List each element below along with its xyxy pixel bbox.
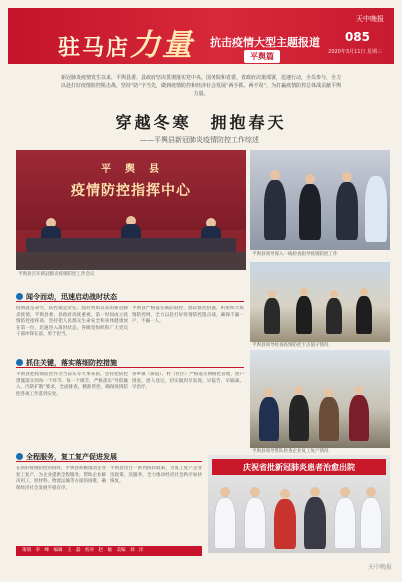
photo-figure bbox=[349, 395, 369, 441]
photo-figure-patient bbox=[274, 499, 296, 549]
photo-figure bbox=[250, 487, 260, 497]
photo-figure-protective-suit bbox=[365, 176, 387, 242]
photo-figure bbox=[294, 386, 303, 395]
photo-figure bbox=[289, 395, 309, 441]
photo-figure bbox=[220, 487, 230, 497]
photo-figure bbox=[310, 487, 320, 497]
photo-figure bbox=[264, 298, 280, 334]
article-paragraph: 在抓好疫情防控的同时，平舆县积极推动企业复工复产，为企业提供全程服务，帮助企业解决用工、原材料、物流运输等方面的困难，确保经济社会发展平稳有序。 bbox=[16, 466, 106, 491]
section-heading bbox=[16, 452, 202, 462]
photo-figure bbox=[259, 397, 279, 441]
article-paragraph: 平舆县严格落实联防联控、群防群控措施，织密织牢疫情防控网，全力以赴打好疫情防控阻击战，确保不漏一户、不漏一人。 bbox=[132, 306, 244, 324]
masthead-logo: 天中晚报 bbox=[356, 15, 384, 23]
photo-checkpoint bbox=[250, 262, 390, 342]
masthead bbox=[8, 8, 394, 64]
photo-figure bbox=[360, 288, 368, 296]
section-bullet-icon bbox=[16, 293, 23, 300]
dateline: 2020年3月11日 星期三 bbox=[328, 49, 382, 55]
photo-figure-doctor bbox=[214, 497, 236, 549]
section-bullet-icon bbox=[16, 359, 23, 366]
photo-figure bbox=[305, 174, 315, 184]
article-paragraph: 各乡镇（街道）、村（社区）严格落实网格化管理，逐户排查、逐人登记，切实做到早发现、早报告、早隔离、早治疗。 bbox=[132, 372, 244, 390]
section-heading bbox=[16, 358, 244, 368]
photo-figure bbox=[340, 487, 350, 497]
photo-floor bbox=[16, 252, 246, 270]
photo-figure bbox=[342, 172, 352, 182]
article-paragraph: 平舆县出台一系列扶持政策，为复工复产企业送政策、送服务，全力推动经济社会秩序加快恢复。 bbox=[110, 466, 202, 484]
masthead-badge: 平舆篇 bbox=[244, 50, 280, 63]
headline: 穿越冬寒 拥抱春天 bbox=[115, 113, 287, 132]
masthead-title-b: 力量 bbox=[130, 28, 195, 63]
section-title: 闻令而动，迅速启动战时状态 bbox=[26, 293, 117, 301]
photo-figure bbox=[299, 184, 321, 240]
intro-text: 新冠肺炎疫情发生以来，平舆县委、县政府坚决贯彻落实党中央、国务院和省委、省政府决策部署，迅速行动，全员参与，全力以赴打好疫情防控阻击战，坚持“防”字当先，做到疫情防控和经济社会发展“两手抓、两不误”，为打赢疫情防控总体战贡献平舆力量。 bbox=[60, 75, 342, 97]
photo-figure bbox=[356, 296, 372, 334]
photo-figure bbox=[300, 288, 308, 296]
section-heading bbox=[16, 292, 244, 302]
photo-figure-doctor bbox=[334, 497, 356, 549]
photo-figure bbox=[336, 182, 358, 240]
photo-discharge-ceremony bbox=[208, 455, 390, 553]
photo-figure bbox=[326, 298, 342, 334]
photo-factory-visit bbox=[250, 350, 390, 448]
photo-figure bbox=[304, 497, 326, 549]
section-bullet-icon bbox=[16, 453, 23, 460]
masthead-title bbox=[58, 20, 194, 64]
article-paragraph: 疫情就是命令，防控就是责任。面对突如其来的新冠肺炎疫情，平舆县委、县政府高度重视，第一时间成立疫情防控指挥部，坚持把人民群众生命安全和身体健康放在第一位，迅速进入战时状态，各级党组织和广大党员干部冲锋在前、勇于担当。 bbox=[16, 306, 128, 337]
photo-figure-doctor bbox=[244, 497, 266, 549]
photo-inspection bbox=[250, 150, 390, 250]
photo-sign-center: 疫情防控指挥中心 bbox=[71, 183, 191, 199]
photo-figure bbox=[280, 489, 290, 499]
photo-conference-table bbox=[26, 238, 236, 252]
masthead-title-a: 驻马店 bbox=[58, 35, 131, 61]
credits-bar: 策划 李 峰 编辑 王 磊 校对 赵 敏 美编 刘 洋 bbox=[16, 546, 202, 556]
photo-command-center bbox=[16, 150, 246, 270]
photo-figure bbox=[264, 388, 273, 397]
section-title: 全程服务，复工复产促进发展 bbox=[26, 453, 117, 461]
photo-caption: 平舆县召开新冠肺炎疫情防控工作会议 bbox=[18, 272, 95, 277]
photo-figure bbox=[330, 290, 338, 298]
section-title: 抓住关键，落实落细防控措施 bbox=[26, 359, 117, 367]
photo-banner: 庆祝省批新冠肺炎患者治愈出院 bbox=[212, 459, 386, 475]
photo-sign-county: 平 舆 县 bbox=[101, 164, 161, 175]
photo-figure bbox=[296, 296, 312, 334]
masthead-subtitle: 抗击疫情大型主题报道 bbox=[210, 36, 320, 49]
photo-figure bbox=[270, 170, 280, 180]
photo-caption: 平舆县领导深入一线检查指导疫情防控工作 bbox=[252, 252, 338, 257]
photo-figure bbox=[366, 487, 376, 497]
photo-figure bbox=[264, 180, 286, 240]
article-paragraph: 平舆县把疫情防控作为当前头等大事来抓，坚持把防控措施落实到每一个环节、每一个细节，严格落实“外防输入、内防扩散”要求，全面排查，精准管控，确保疫情防控各项工作落到实处。 bbox=[16, 372, 128, 397]
photo-figure bbox=[319, 397, 339, 441]
photo-figure bbox=[354, 386, 363, 395]
photo-figure bbox=[324, 388, 333, 397]
bottom-logo: 天中晚报 bbox=[367, 564, 392, 571]
subhead: ——平舆县新冠肺炎疫情防控工作综述 bbox=[140, 136, 259, 144]
issue-number: 085 bbox=[344, 30, 370, 44]
photo-caption: 平舆县领导带队检查企业复工复产情况 bbox=[252, 449, 329, 454]
photo-figure bbox=[268, 290, 276, 298]
photo-caption: 平舆县领导检查疫情防控卡点值守情况 bbox=[252, 343, 329, 348]
photo-figure-doctor bbox=[360, 497, 382, 549]
